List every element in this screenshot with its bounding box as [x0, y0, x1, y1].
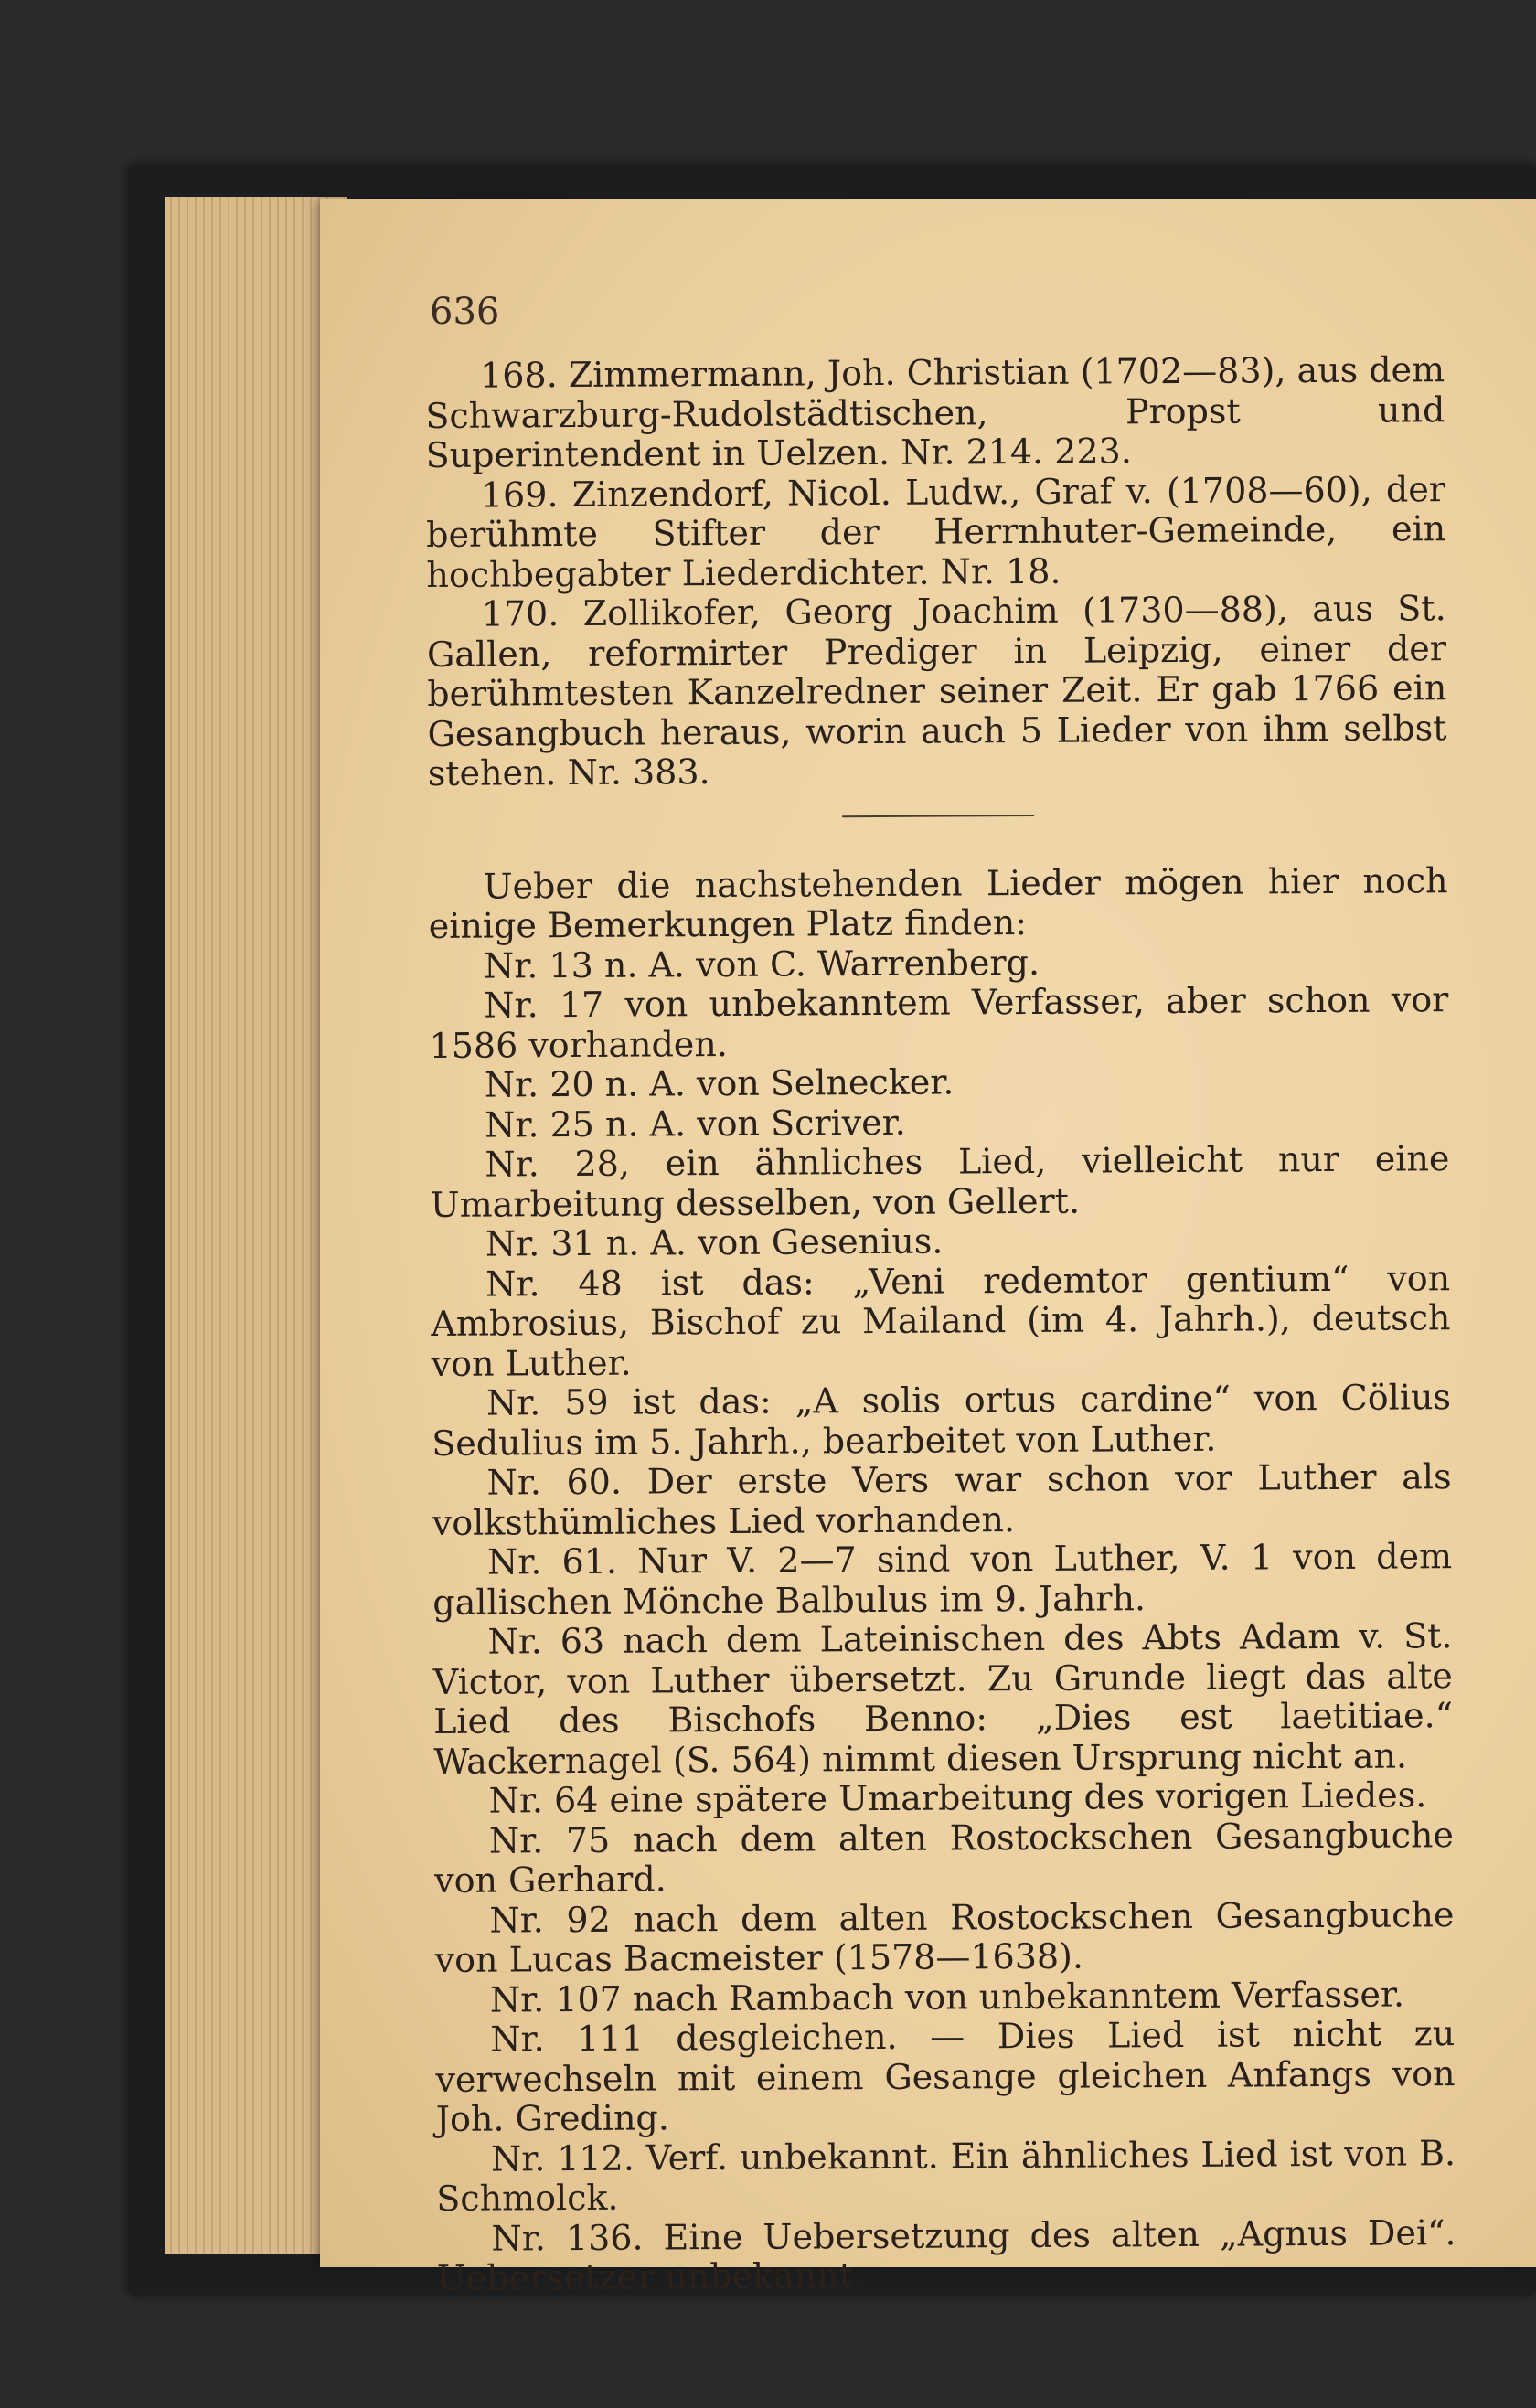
note-item: Nr. 63 nach dem Lateinischen des Abts Adam v. St. Victor, von Luther übersetzt. Zu Grunde liegt das alte Lied des Bischofs Benno: „Dies est laetitiae.“ Wackernagel (S. 564) nimmt diesen Ursprung nicht an. — [432, 1615, 1454, 1782]
note-item: Nr. 60. Der erste Vers war schon vor Luther als volksthümliches Lied vorhanden. — [432, 1456, 1452, 1543]
note-item: Nr. 107 nach Rambach von unbekanntem Verfasser. — [489, 1973, 1405, 2020]
note-item: Nr. 20 n. A. von Selnecker. — [484, 1061, 955, 1105]
note-item: Nr. 59 ist das: „A solis ortus cardine“ von Cölius Sedulius im 5. Jahrh., bearbeitet von Luther. — [432, 1377, 1452, 1464]
section-divider — [842, 814, 1034, 816]
note-item: Nr. 61. Nur V. 2—7 sind von Luther, V. 1 von dem gallischen Mönche Balbulus im 9. Jahrh. — [432, 1536, 1453, 1623]
note-item: Nr. 17 von unbekanntem Verfasser, aber schon vor 1586 vorhanden. — [429, 979, 1449, 1066]
note-item: Nr. 64 eine spätere Umarbeitung des vorigen Liedes. — [488, 1774, 1427, 1821]
note-item: Nr. 112. Verf. unbekannt. Ein ähnliches Lied ist von B. Schmolck. — [436, 2132, 1456, 2219]
note-item: Nr. 92 nach dem alten Rostockschen Gesangbuche von Lucas Bacmeister (1578—1638). — [434, 1893, 1455, 1980]
page-text — [425, 350, 1456, 2298]
notes-intro: Ueber die nachstehenden Lieder mögen hier noch einige Bemerkungen Platz finden: — [428, 859, 1448, 946]
note-item: Nr. 75 nach dem alten Rostockschen Gesangbuche von Gerhard. — [434, 1814, 1455, 1901]
biography-entry: 168. Zimmermann, Joh. Christian (1702—83), aus dem Schwarzburg-Rudolstädtischen, Propst und Superintendent in Uelzen. Nr. 214. 223. — [425, 349, 1445, 475]
biography-entry: 169. Zinzendorf, Nicol. Ludw., Graf v. (1708—60), der berühmte Stifter der Herrnhuter-Gemeinde, ein hochbegabter Liederdichter. Nr. 18. — [426, 468, 1446, 595]
note-item: Nr. 136. Eine Uebersetzung des alten „Agnus Dei“. Uebersetzer unbekannt. — [436, 2211, 1456, 2298]
note-item: Nr. 111 desgleichen. — Dies Lied ist nicht zu verwechseln mit einem Gesange gleichen Anfangs von Joh. Greding. — [435, 2013, 1456, 2139]
page-number: 636 — [430, 291, 500, 333]
note-item: Nr. 25 n. A. von Scriver. — [484, 1102, 906, 1145]
note-item: Nr. 13 n. A. von C. Warrenberg. — [483, 942, 1040, 986]
note-item: Nr. 48 ist das: „Veni redemtor gentium“ von Ambrosius, Bischof zu Mailand (im 4. Jahrh.), deutsch von Luther. — [431, 1257, 1451, 1384]
biography-entry: 170. Zollikofer, Georg Joachim (1730—88), aus St. Gallen, reformirter Prediger in Leipzig, einer der berühmtesten Kanzelredner seiner Zeit. Er gab 1766 ein Gesangbuch heraus, worin auch 5 Lieder von ihm selbst stehen. Nr. 383. — [426, 588, 1447, 794]
note-item: Nr. 28, ein ähnliches Lied, vielleicht nur eine Umarbeitung desselben, von Gellert. — [430, 1138, 1450, 1225]
note-item: Nr. 31 n. A. von Gesenius. — [485, 1220, 944, 1264]
